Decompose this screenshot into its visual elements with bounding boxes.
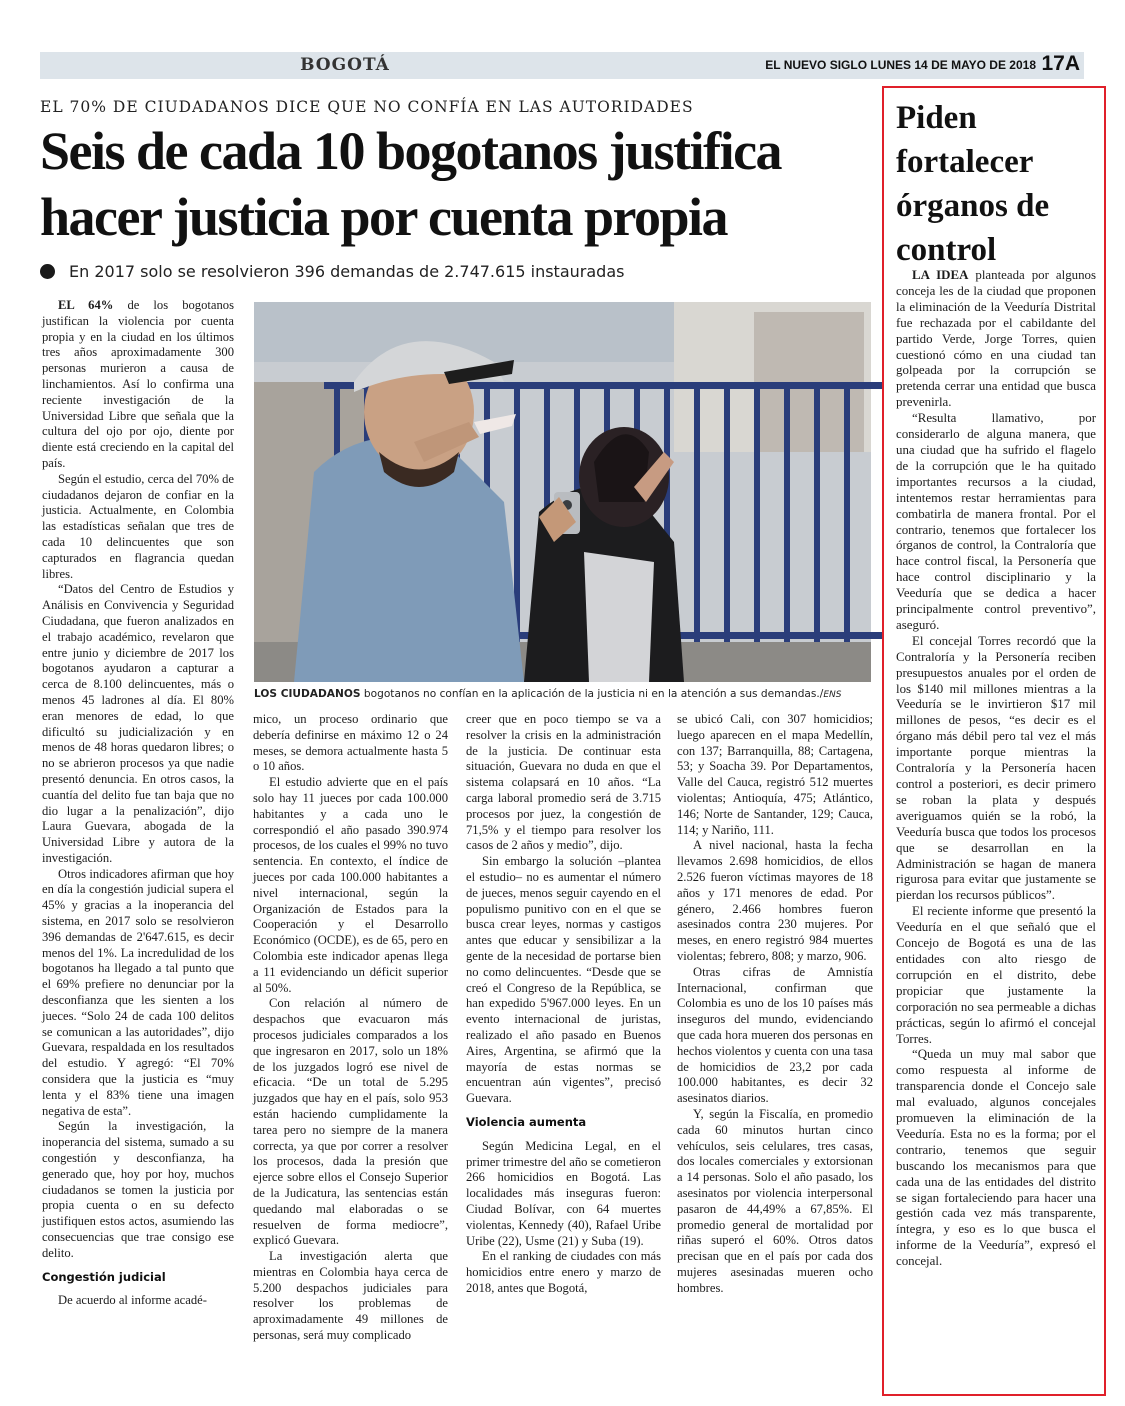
article-column-3 (466, 712, 661, 1332)
section-name: BOGOTÁ (300, 55, 390, 75)
masthead-date: EL NUEVO SIGLO LUNES 14 DE MAYO DE 2018 (765, 58, 1036, 72)
paragraph: En el ranking de ciudades con más homicidios entre enero y marzo de 2018, antes que Bogotá, (466, 1249, 661, 1295)
lead-word: EL 64% (58, 298, 114, 312)
paragraph: El estudio advierte que en el país solo hay 11 jueces por cada 100.000 habitantes y a cada uno le correspondió el año pasado 390.974 procesos, de los cuales el 99% no tuvo sentencia. En contexto, el índice de jueces por cada 100.000 habitantes a nivel internacional, según la Organización de Estados para la Cooperación y el Desarrollo Económico (OCDE), es de 65, pero en Colombia este indicador apenas llega a 11 evidenciando un déficit superior al 50%. (253, 775, 448, 995)
paragraph: Según Medicina Legal, en el primer trimestre del año se cometieron 266 homicidios en Bogotá. Las localidades más inseguras fueron: Ciudad Bolívar, con 64 muertes violentas, Kennedy (40), Rafael Uribe Uribe (22), Usme (21) y Suba (19). (466, 1138, 661, 1248)
page-number: 17A (1041, 52, 1080, 75)
paragraph: El reciente informe que presentó la Veeduría en el que señaló que el Concejo de Bogotá es una de las entidades con alto riesgo de corrupción en el distrito, debe propiciar que justamente la corporación no sea permeable a dichas prácticas, según lo afirmó el concejal Torres. (896, 904, 1096, 1046)
paragraph: A nivel nacional, hasta la fecha llevamos 2.698 homicidios, de ellos 2.526 fueron víctimas mayores de 18 años y 171 menores de edad. Por género, 2.466 hombres fueron asesinados contra 230 mujeres. Por meses, en enero registró 984 muertes violentas; febrero, 808; y marzo, 906. (677, 838, 873, 963)
photo-illustration (254, 302, 871, 682)
photo-caption (254, 688, 871, 700)
paragraph: Y, según la Fiscalía, en promedio cada 60 minutos hurtan cinco vehículos, seis celulares, tres casas, dos locales comerciales y extorsionan a 14 personas. Solo el año pasado, los asesinatos por violencia interpersonal pasaron de 44,49% a 67,85%. El promedio general de mortalidad por riñas superó el 60%. Otros datos precisan que en el país por cada dos mujeres asesinadas mueren ocho hombres. (677, 1106, 873, 1295)
subhead-text: En 2017 solo se resolvieron 396 demandas de 2.747.615 instauradas (69, 262, 625, 281)
paragraph: Según la investigación, la inoperancia del sistema, sumado a su congestión y desconfianza, ha generado que, hoy por hoy, muchos ciudadanos se tomen la justicia por propia cuenta o en su defecto justifiquen estos actos, asumiendo las consecuencias que trae consigo ese delito. (42, 1119, 234, 1260)
article-photo (254, 302, 871, 682)
caption-text: bogotanos no confían en la aplicación de la justicia ni en la atención a sus demandas./ (360, 688, 824, 700)
article-column-1 (42, 298, 234, 1306)
paragraph: “Datos del Centro de Estudios y Análisis en Convivencia y Seguridad Ciudadana, que fueron analizados en el trabajo académico, revelaron que entre junio y diciembre de 2017 los bogotanos ayudaron a capturar a cerca de 8.100 delincuentes, más o menos 45 ladrones al día. El 80% eran menores de edad, lo que dificultó su judicialización y en menos de 48 horas quedaron libres; o no se abrieron procesos ya que nadie presentó denuncia. En otros casos, la cuantía del delito fue tan baja que no dio lugar a la penalización”, dijo Laura Guevara, abogada de la Universidad Libre y autora de la investigación. (42, 582, 234, 865)
sidebar-body (896, 268, 1096, 1378)
article-subhead (40, 262, 860, 281)
article-kicker: EL 70% DE CIUDADANOS DICE QUE NO CONFÍA EN LAS AUTORIDADES (40, 98, 694, 116)
article-column-2 (253, 712, 448, 1343)
paragraph: De acuerdo al informe acadé- (58, 1293, 207, 1308)
caption-lead: LOS CIUDADANOS (254, 688, 361, 700)
paragraph: “Queda un muy mal sabor que como respuesta al informe de transparencia donde el Concejo sale mal evaluado, algunos concejales promueven la eliminación de la Veeduría. Esta no es la forma; por el contrario, tenemos que seguir buscando los mecanismos para que cada una de las entidades del distrito se sigan fortaleciendo para hacer una gestión cada vez más transparente, íntegra, y eso es lo que busca el informe de la Veeduría”, expresó el concejal. (896, 1047, 1096, 1269)
paragraph: “Resulta llamativo, por considerarlo de alguna manera, que una ciudad que ha sufrido el flagelo de la corrupción que le ha quitado importantes recursos a la ciudad, intentemos restar herramientas para combatirla de manera frontal. Por el contrario, tenemos que fortalecer los órganos de control, la Contraloría que hace control fiscal, la Personería que hace control disciplinario y la Veeduría que se dedica a hacer principalmente control preventivo”, aseguró. (896, 411, 1096, 632)
sidebar-title: Piden fortalecer órganos de control (896, 100, 1050, 268)
paragraph: Según el estudio, cerca del 70% de ciudadanos dejaron de confiar en la justicia. Actualmente, en Colombia las estadísticas señalan que tres de cada 10 delincuentes que son capturados en flagrancia quedan libres. (42, 471, 234, 581)
paragraph: Sin embargo la solución –plantea el estudio– no es aumentar el número de jueces, menos seguir cayendo en el populismo punitivo con en el que se busca crear leyes, normas y castigos antes que educar y sensibilizar a la gente de la necesidad de portarse bien no como delincuentes. “Desde que se creó el Congreso de la República, se han expedido 5'967.000 leyes. En un evento internacional de juristas, realizado el año pasado en Buenos Aires, Argentina, se afirmó que la mayoría de estas normas se encuentran aún vigentes”, precisó Guevara. (466, 854, 661, 1106)
caption-credit: ENS (823, 690, 842, 700)
page-header-bar (40, 52, 1084, 79)
article-headline: Seis de cada 10 bogotanos justifica hacer justicia por cuenta propia (40, 121, 782, 247)
paragraph: Otras cifras de Amnistía Internacional, confirman que Colombia es uno de los 10 países más inseguros del mundo, evidenciando que cada hora mueren dos personas en hechos violentos y cuenta con una tasa de homicidios de 23,2 por cada 100.000 habitantes, es decir 32 asesinatos diarios. (677, 964, 873, 1106)
section-heading: Congestión judicial (42, 1269, 166, 1284)
paragraph: mico, un proceso ordinario que debería definirse en máximo 12 o 24 meses, se demora actualmente hasta 5 o 10 años. (253, 712, 448, 774)
paragraph: El concejal Torres recordó que la Contraloría y la Personería reciben presupuestos anuales por el orden de los $140 mil millones mientras a la Veeduría se le invirtieron $17 mil millones de pesos, “es decir es el órgano más débil pero tal vez el más importante porque mientras la Contraloría y la Personería hacen control a posteriori, es decir primero se roban la plata y después averiguamos quién se la robó, la Veeduría busca que todos los procesos que se desarrollan en la Administración se hagan de manera rigurosa para evitar que justamente se pierdan los recursos públicos”. (896, 633, 1096, 903)
paragraph: creer que en poco tiempo se va a resolver la crisis en la administración de la justicia. De continuar esta situación, Guevara no duda en que el sistema colapsará en 10 años. “La carga laboral promedio será de 3.715 procesos por juez, la congestión de 71,5% y el tiempo para resolver los casos de 2 años y medio”, dijo. (466, 712, 661, 853)
article-column-4 (677, 712, 873, 1352)
paragraph: Con relación al número de despachos que evacuaron más procesos judiciales comparados a los que ingresaron en 2017, solo un 18% de los juzgados logró ese nivel de eficacia. “De un total de 5.295 juzgados que hay en el país, solo 953 están haciendo cumplidamente la tarea pero no siempre de la manera correcta, ya que por correr a resolver los procesos, dada la presión que ejerce sobre ellos el Consejo Superior de la Judicatura, las sentencias están quedando mal elaboradas o se resuelven de forma mediocre”, explicó Guevara. (253, 996, 448, 1248)
paragraph: se ubicó Cali, con 307 homicidios; luego aparecen en el mapa Medellín, con 137; Barranquilla, 88; Cartagena, 53; y Soacha 39. Por Departamentos, Valle del Cauca, registró 512 muertes violentas; Antioquía, 475; Atlántico, 146; Norte de Santander, 129; Cauca, 114; y Nariño, 111. (677, 712, 873, 837)
section-heading: Violencia aumenta (466, 1114, 587, 1129)
sidebar-box (882, 86, 1106, 1396)
lead-word: LA IDEA (912, 268, 969, 282)
paragraph: La investigación alerta que mientras en Colombia haya cerca de 5.200 despachos judiciales para resolver los problemas de aproximadamente 49 millones de personas, será muy complicado (253, 1249, 448, 1343)
bullet-icon (40, 264, 55, 279)
paragraph: Otros indicadores afirman que hoy en día la congestión judicial supera el 45% y gracias a la inoperancia del sistema, en 2017 solo se resolvieron 396 demandas de 2'647.615, es decir menos del 1%. La incredulidad de los bogotanos ha llegado a tal punto que el 69% prefiere no denunciar por la desconfianza que les sienten a los jueces. “Solo 24 de cada 100 delitos se comunican a las autoridades”, dijo Guevara, respaldada en los resultados del estudio. Y agregó: “El 70% considera que la justicia es “muy lenta y el 83% tiene una imagen negativa de esta”. (42, 866, 234, 1118)
paragraph: planteada por algunos conceja les de la ciudad que proponen la eliminación de la Veeduría Distrital fue rechazada por el cabildante del partido Verde, Jorge Torres, quien cuestionó cómo en una ciudad tan golpeada por la corrupción se pretenda cerrar una entidad que busca prevenirla. (896, 268, 1096, 410)
paragraph: de los bogotanos justifican la violencia por cuenta propia y en la ciudad en los últimos tres años aproximadamente 300 personas murieron a causa de linchamientos. Así lo confirma una reciente investigación de la Universidad Libre que señala que la cultura del ojo por ojo, diente por diente está creciendo en la capital del país. (42, 298, 234, 470)
